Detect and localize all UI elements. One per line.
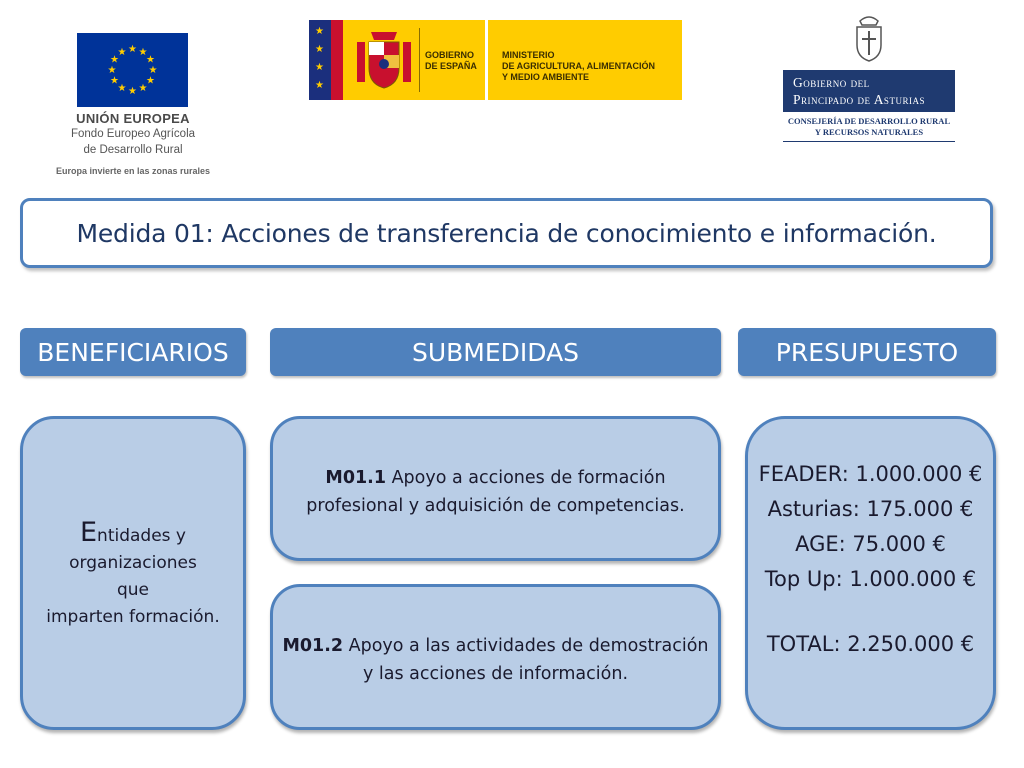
presupuesto-item-topup: Top Up: 1.000.000 € — [764, 567, 977, 591]
svg-text:★: ★ — [117, 47, 127, 58]
beneficiarios-panel — [20, 416, 246, 730]
star-icon: ★ — [315, 80, 324, 91]
logo-divider — [485, 20, 488, 100]
beneficiarios-initial: E — [79, 517, 98, 548]
presupuesto-item-age: AGE: 75.000 € — [795, 532, 946, 556]
presupuesto-item-feader: FEADER: 1.000.000 € — [758, 462, 983, 486]
presupuesto-list — [748, 457, 993, 597]
spain-ministerio-line3: Y MEDIO AMBIENTE — [502, 72, 590, 82]
presupuesto-panel — [745, 416, 996, 730]
submedida-m01-1-panel — [270, 416, 721, 561]
svg-text:★: ★ — [146, 54, 155, 66]
eu-logo-fund-line1: Fondo Europeo Agrícola — [70, 128, 196, 140]
beneficiarios-line4: imparten formación. — [46, 607, 220, 627]
submedida-line1: Apoyo a acciones de formación — [386, 468, 666, 488]
svg-text:★: ★ — [117, 83, 127, 94]
svg-text:★: ★ — [138, 47, 148, 58]
star-icon: ★ — [315, 62, 324, 73]
page-title: Medida 01: Acciones de transferencia de conocimiento e información. — [76, 218, 937, 248]
header-submedidas: SUBMEDIDAS — [270, 328, 721, 376]
svg-text:★: ★ — [110, 54, 119, 66]
submedida-line2: y las acciones de información. — [362, 664, 629, 684]
beneficiarios-line2: organizaciones — [69, 553, 197, 573]
star-icon: ★ — [315, 26, 324, 37]
submedida-code: M01.1 — [325, 468, 386, 488]
spain-ministerio-line2: DE AGRICULTURA, ALIMENTACIÓN — [502, 61, 655, 71]
submedida-line2: profesional y adquisición de competencias. — [306, 496, 685, 516]
beneficiarios-line1: ntidades y — [97, 526, 186, 546]
asturias-banner-line1: Gobierno del — [793, 75, 870, 90]
submedida-m01-2-panel — [270, 584, 721, 730]
presupuesto-item-asturias: Asturias: 175.000 € — [767, 497, 974, 521]
svg-text:★: ★ — [107, 65, 117, 76]
spain-gobierno-line1: GOBIERNO — [425, 50, 475, 60]
spain-coat-of-arms-icon — [353, 26, 415, 94]
eu-stars-icon — [77, 33, 188, 107]
asturias-consejeria-line2: Y RECURSOS NATURALES — [814, 127, 924, 137]
svg-text:★: ★ — [148, 65, 158, 76]
asturias-banner-line2: Principado de Asturias — [793, 92, 925, 107]
submedida-line1: Apoyo a las actividades de demostración — [343, 636, 709, 656]
asturias-rule — [783, 141, 955, 142]
eu-strip — [309, 20, 331, 100]
asturias-banner — [783, 70, 955, 112]
star-icon: ★ — [315, 44, 324, 55]
eu-logo-slogan: Europa invierte en las zonas rurales — [55, 166, 211, 176]
eu-logo-title: UNIÓN EUROPEA — [76, 111, 190, 126]
asturias-emblem-icon — [852, 13, 886, 63]
submedida-text — [273, 632, 718, 688]
eu-flag-logo — [77, 33, 188, 107]
logo-divider — [419, 28, 420, 92]
presupuesto-total: TOTAL: 2.250.000 € — [766, 632, 975, 656]
svg-text:★: ★ — [128, 86, 137, 97]
svg-text:★: ★ — [128, 44, 137, 55]
spain-government-logo — [309, 20, 682, 100]
spain-ministerio-line1: MINISTERIO — [502, 50, 555, 60]
eu-logo-fund-line2: de Desarrollo Rural — [83, 144, 183, 156]
beneficiarios-line3: que — [116, 580, 150, 600]
spain-gobierno-line2: DE ESPAÑA — [425, 61, 477, 71]
svg-text:★: ★ — [146, 75, 155, 87]
svg-text:★: ★ — [138, 83, 148, 94]
title-box — [20, 198, 993, 268]
submedida-text — [273, 464, 718, 520]
header-beneficiarios: BENEFICIARIOS — [20, 328, 246, 376]
flag-stripe — [331, 20, 343, 100]
header-presupuesto: PRESUPUESTO — [738, 328, 996, 376]
svg-text:★: ★ — [110, 75, 119, 87]
beneficiarios-text — [23, 519, 243, 631]
submedida-code: M01.2 — [282, 636, 344, 656]
asturias-consejeria-line1: CONSEJERÍA DE DESARROLLO RURAL — [787, 116, 951, 126]
